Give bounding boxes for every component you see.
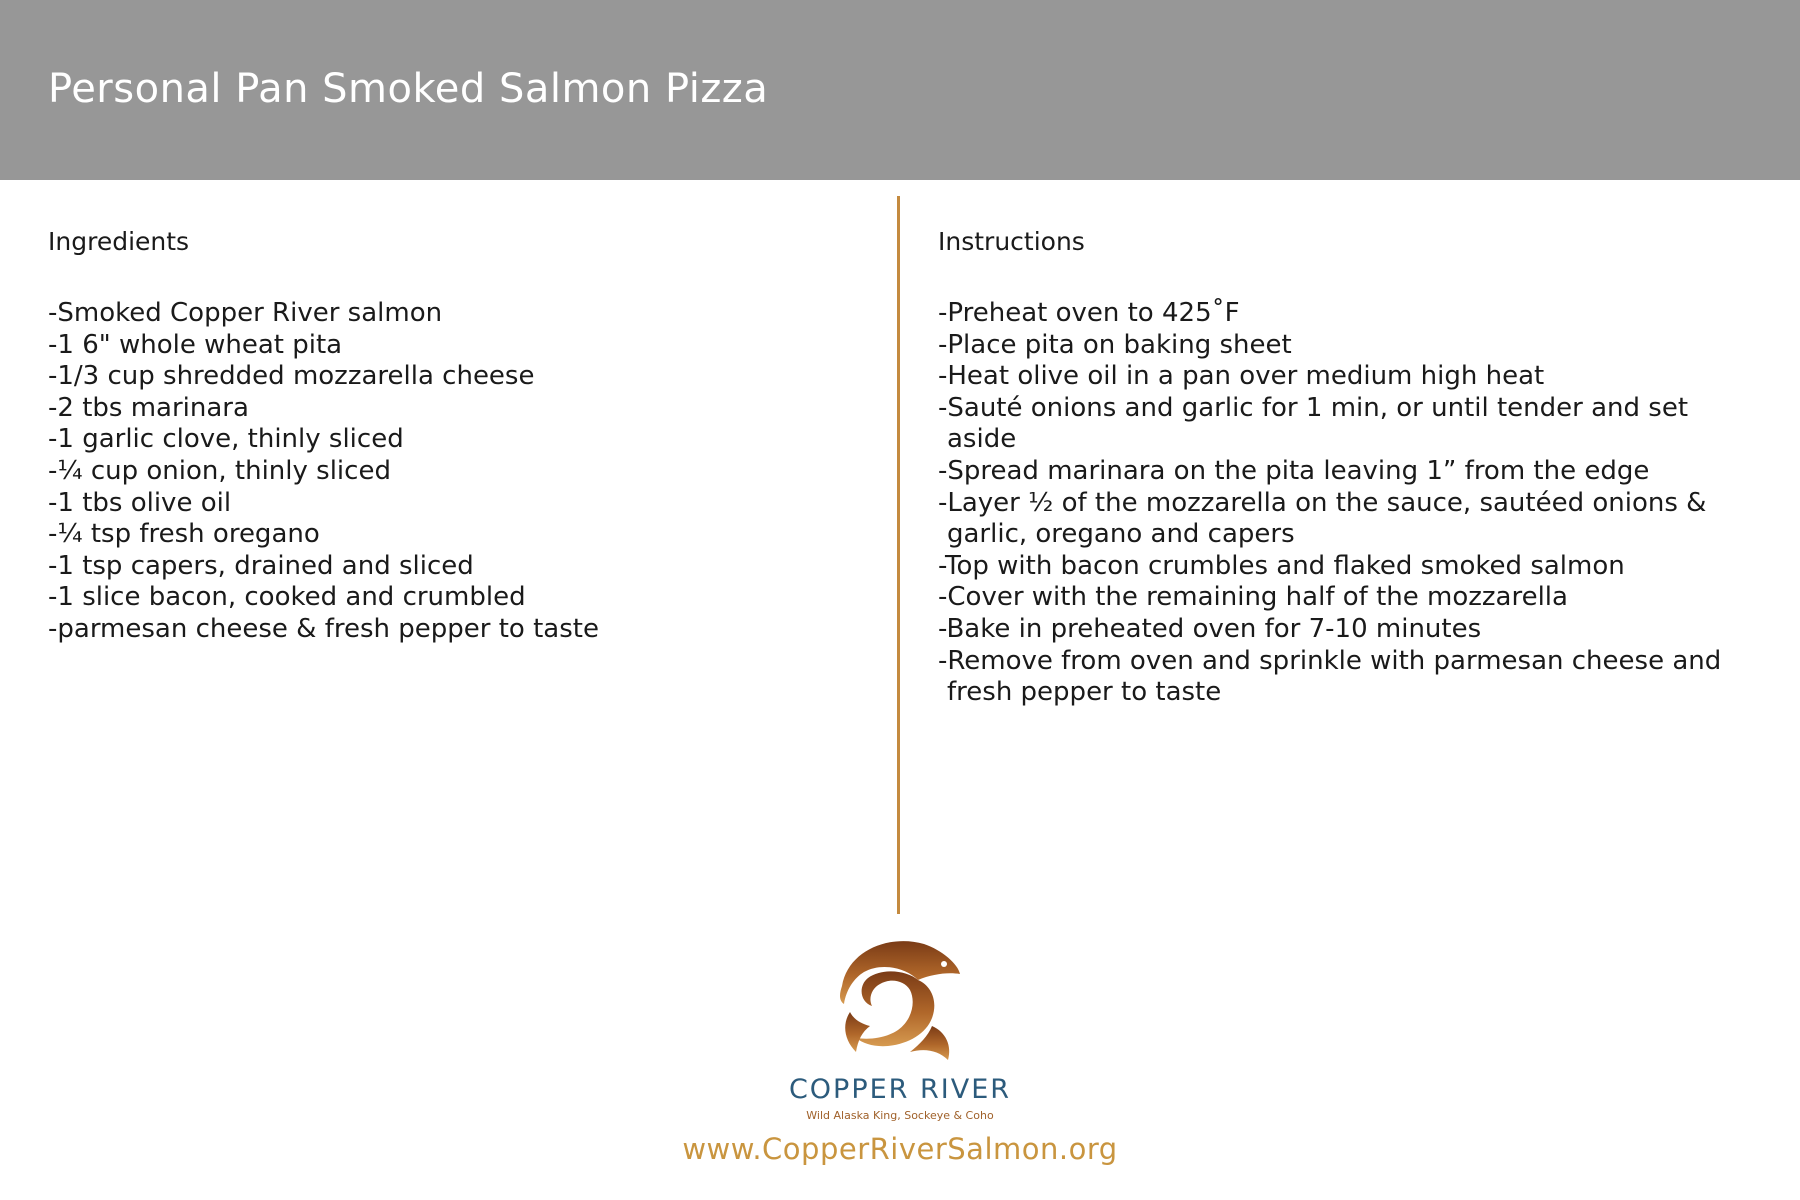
ingredients-section	[48, 222, 848, 646]
instruction-step: -Preheat oven to 425˚F	[938, 298, 1240, 328]
ingredients-list	[48, 298, 848, 646]
ingredient-item: -2 tbs marinara	[48, 392, 249, 423]
ingredient-item: -1 6" whole wheat pita	[48, 329, 343, 360]
ingredient-item: -1 tsp capers, drained and sliced	[48, 550, 474, 581]
column-divider	[897, 196, 900, 914]
ingredient-item: -1 tbs olive oil	[48, 487, 232, 518]
instruction-step: -Bake in preheated oven for 7-10 minutes	[938, 613, 1482, 644]
instructions-list	[938, 298, 1738, 709]
instruction-step: -Layer ½ of the mozzarella on the sauce, sautéed onions & garlic, oregano and capers	[938, 487, 1707, 550]
instruction-step: -Sauté onions and garlic for 1 min, or until tender and set aside	[938, 392, 1689, 455]
ingredient-item: -¼ cup onion, thinly sliced	[48, 455, 391, 486]
ingredient-item: -1 garlic clove, thinly sliced	[48, 424, 404, 455]
instruction-step: -Heat olive oil in a pan over medium high heat	[938, 361, 1545, 392]
website-link[interactable]: www.CopperRiverSalmon.org	[682, 1132, 1118, 1166]
brand-name: COPPER RIVER	[788, 1074, 1012, 1105]
ingredient-item: -Smoked Copper River salmon	[48, 298, 443, 328]
ingredient-item: -1 slice bacon, cooked and crumbled	[48, 582, 526, 613]
header-banner	[0, 0, 1800, 180]
brand-tagline: Wild Alaska King, Sockeye & Coho	[806, 1109, 994, 1122]
ingredient-item: -1/3 cup shredded mozzarella cheese	[48, 361, 535, 392]
ingredient-item: -¼ tsp fresh oregano	[48, 519, 320, 550]
instruction-step: -Remove from oven and sprinkle with parmesan cheese and fresh pepper to taste	[938, 645, 1722, 708]
instruction-step: -Cover with the remaining half of the mozzarella	[938, 582, 1568, 613]
instruction-step: -Top with bacon crumbles and flaked smoked salmon	[938, 550, 1625, 581]
ingredient-item: -parmesan cheese & fresh pepper to taste	[48, 613, 599, 644]
recipe-title: Personal Pan Smoked Salmon Pizza	[48, 66, 769, 112]
ingredients-heading: Ingredients	[48, 227, 190, 256]
instruction-step: -Spread marinara on the pita leaving 1” from the edge	[938, 455, 1650, 486]
instructions-heading: Instructions	[938, 227, 1085, 256]
instructions-section	[938, 222, 1738, 709]
salmon-logo-icon	[820, 928, 970, 1068]
instruction-step: -Place pita on baking sheet	[938, 329, 1292, 360]
